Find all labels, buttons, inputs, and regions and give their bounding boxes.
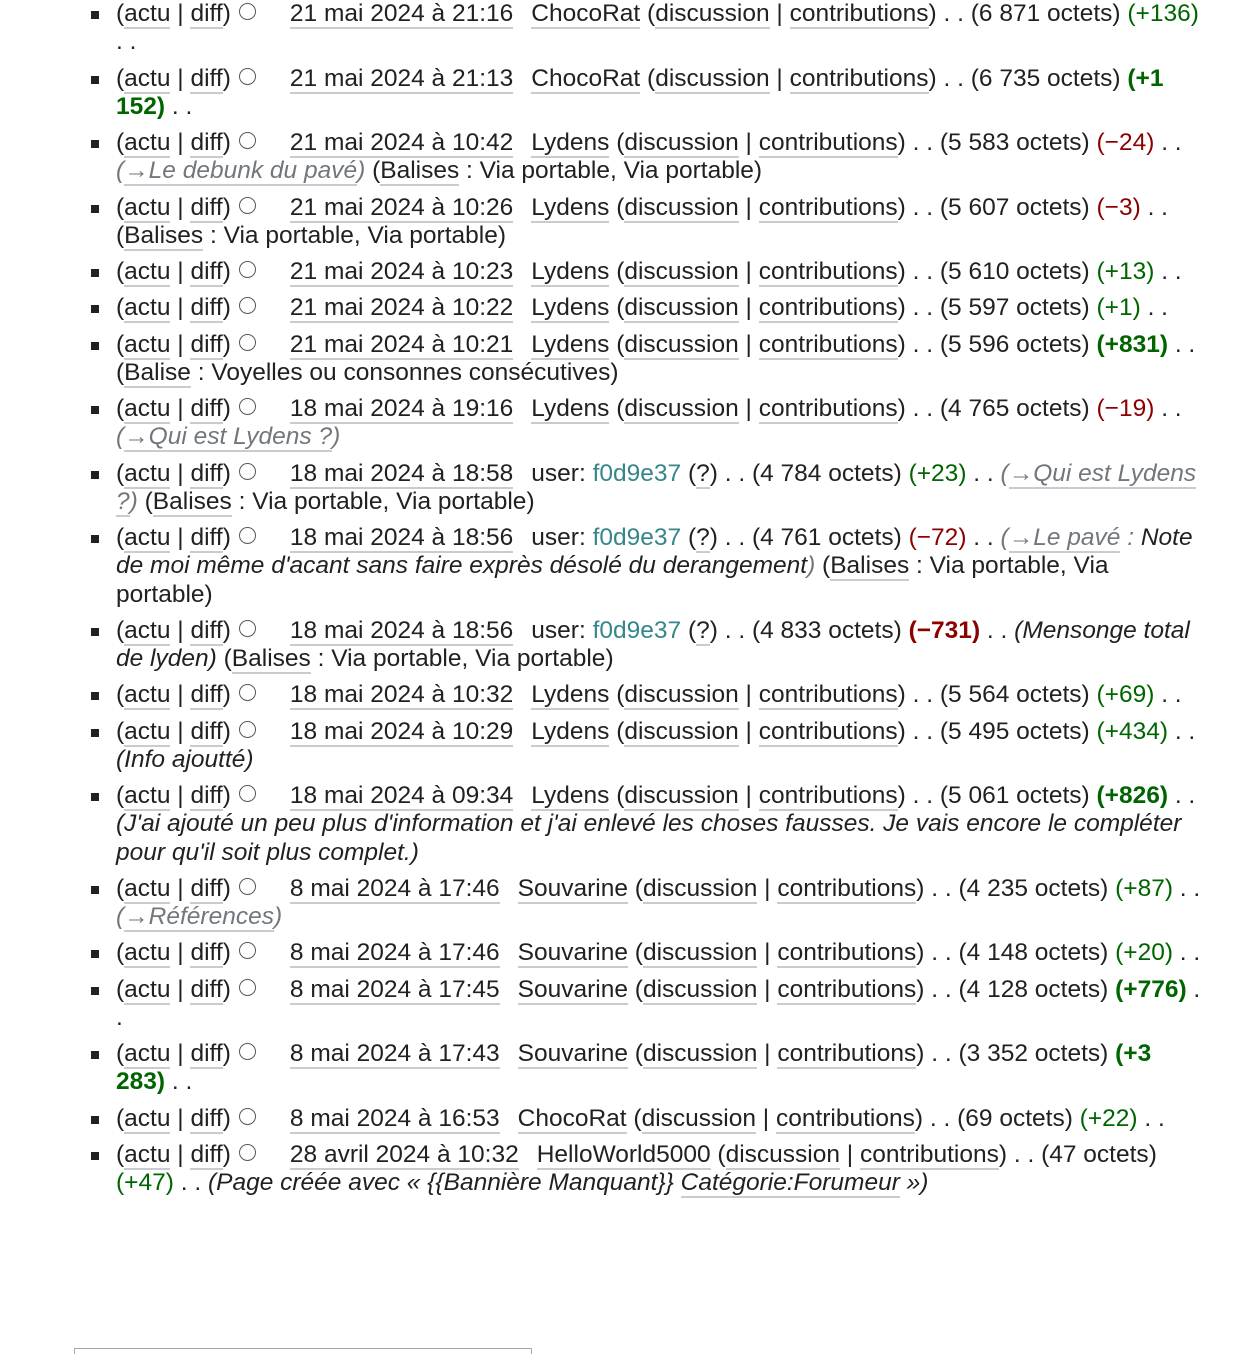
size-delta-value: +776: [1123, 975, 1179, 1003]
page-size: 5 596 octets: [948, 330, 1082, 358]
edit-summary: (J'ai ajouté un peu plus d'information et j'ai enlevé les choses fausses. Je vais encore le compléter pour qu'il soit plus complet.): [116, 810, 1182, 866]
diff-link[interactable]: diff: [190, 193, 223, 221]
user-link[interactable]: Lydens: [531, 717, 610, 745]
actu-link[interactable]: actu: [124, 395, 171, 423]
compare-radio-button[interactable]: [239, 463, 256, 480]
section-link[interactable]: →Le debunk du pavé: [124, 157, 358, 185]
user-talk-link[interactable]: discussion: [642, 975, 758, 1003]
diff-link[interactable]: diff: [190, 294, 223, 322]
user-contributions-link[interactable]: contributions: [758, 717, 898, 745]
page-size: 4 833 octets: [760, 616, 894, 644]
size-delta: (+13): [1096, 258, 1155, 285]
actu-link[interactable]: actu: [124, 330, 171, 358]
user-link[interactable]: ChocoRat: [517, 1104, 627, 1132]
actu-link[interactable]: actu: [124, 64, 171, 92]
user-contributions-link[interactable]: contributions: [758, 193, 898, 221]
diff-link[interactable]: diff: [190, 1040, 223, 1068]
tag-value: Voyelles ou consonnes consécutives: [211, 358, 611, 386]
page-size: 4 235 octets: [966, 874, 1101, 902]
size-delta-value: +434: [1104, 717, 1160, 745]
user-contributions-link[interactable]: contributions: [789, 0, 929, 27]
actu-link[interactable]: actu: [124, 939, 171, 967]
section-name: Références: [148, 903, 274, 930]
user-contributions-link[interactable]: contributions: [758, 294, 898, 322]
user-talk-link[interactable]: discussion: [655, 64, 770, 92]
tags-list: Via portable, Via portable: [223, 221, 498, 249]
page-size: 4 784 octets: [760, 459, 894, 487]
edit-summary-text: Mensonge total de lyden: [116, 616, 1190, 672]
size-delta-value: +826: [1104, 782, 1160, 810]
revision-row: (actu | diff) 21 mai 2024 à 21:16 ChocoRat (discussion | contributions) . . (6 871 octets) (+136) . .: [116, 0, 1201, 56]
tags-link[interactable]: Balises: [231, 645, 311, 672]
revision-date-link[interactable]: 18 mai 2024 à 09:34: [289, 782, 514, 810]
revision-date-link[interactable]: 18 mai 2024 à 19:16: [289, 395, 514, 423]
diff-link[interactable]: diff: [190, 524, 223, 552]
tags-link[interactable]: Balises: [124, 221, 204, 249]
user-contributions-link[interactable]: contributions: [758, 681, 898, 709]
size-delta-value: −3: [1104, 193, 1133, 221]
compare-radio-button[interactable]: [239, 261, 256, 278]
anonymous-help-link[interactable]: ?: [696, 616, 710, 644]
diff-link[interactable]: diff: [190, 1104, 223, 1132]
anonymous-help-link[interactable]: ?: [696, 459, 710, 487]
compare-radio-button[interactable]: [239, 1043, 256, 1060]
revision-date-link[interactable]: 18 mai 2024 à 10:32: [289, 681, 514, 709]
user-talk-link[interactable]: discussion: [641, 1104, 756, 1132]
user-talk-link[interactable]: discussion: [725, 1140, 840, 1168]
size-delta: (+434): [1096, 717, 1169, 745]
size-delta: (+136): [1127, 0, 1199, 27]
size-delta-value: +1 152: [116, 64, 1164, 120]
actu-link[interactable]: actu: [124, 1040, 171, 1068]
actu-link[interactable]: actu: [124, 258, 171, 285]
user-talk-link[interactable]: discussion: [624, 129, 739, 156]
user-link[interactable]: Lydens: [531, 782, 610, 810]
revision-row: (actu | diff) 8 mai 2024 à 17:46 Souvarine (discussion | contributions) . . (4 148 octets) (+20) . .: [116, 939, 1201, 967]
diff-link[interactable]: diff: [190, 129, 223, 156]
revision-row: (actu | diff) 28 avril 2024 à 10:32 HelloWorld5000 (discussion | contributions) . . (47 octets) (+47) . . (Page créée avec « {{Bannière Manquant}} Catégorie:Forumeur »): [116, 1141, 1201, 1197]
actu-link[interactable]: actu: [124, 524, 171, 552]
compare-radio-button[interactable]: [239, 684, 256, 701]
user-talk-link[interactable]: discussion: [624, 681, 739, 709]
user-link[interactable]: Lydens: [531, 258, 610, 285]
revision-row: (actu | diff) 21 mai 2024 à 21:13 ChocoRat (discussion | contributions) . . (6 735 octets) (+1 152) . .: [116, 65, 1201, 121]
page-size: 69 octets: [965, 1104, 1065, 1132]
user-contributions-link[interactable]: contributions: [859, 1140, 999, 1168]
revision-row: (actu | diff) 8 mai 2024 à 17:46 Souvarine (discussion | contributions) . . (4 235 octets) (+87) . . (→Références): [116, 874, 1201, 930]
user-prefix-label: user:: [531, 459, 586, 487]
page-size: 6 735 octets: [978, 64, 1113, 92]
page-size: 5 597 octets: [948, 294, 1082, 322]
size-delta-value: +13: [1104, 258, 1147, 285]
section-link[interactable]: →Références: [124, 903, 274, 930]
size-delta: (+69): [1096, 681, 1155, 709]
user-contributions-link[interactable]: contributions: [777, 874, 917, 902]
user-link[interactable]: Souvarine: [517, 939, 628, 967]
section-name: Le debunk du pavé: [148, 157, 358, 185]
compare-radio-button[interactable]: [239, 878, 256, 895]
revision-row: (actu | diff) 8 mai 2024 à 17:45 Souvarine (discussion | contributions) . . (4 128 octets) (+776) . .: [116, 975, 1201, 1031]
compare-radio-button[interactable]: [239, 979, 256, 996]
anonymous-user-link[interactable]: f0d9e37: [592, 616, 682, 644]
compare-radio-button[interactable]: [239, 3, 256, 20]
section-summary: (→Le debunk du pavé): [116, 157, 366, 185]
revision-date-link[interactable]: 21 mai 2024 à 10:22: [289, 294, 514, 322]
user-contributions-link[interactable]: contributions: [758, 395, 898, 423]
page-size: 4 148 octets: [966, 939, 1101, 967]
compare-radio-button[interactable]: [239, 334, 256, 351]
section-link[interactable]: →Qui est Lydens ?: [116, 459, 1197, 515]
user-prefix-label: user:: [531, 524, 586, 552]
user-talk-link[interactable]: discussion: [624, 717, 739, 745]
actu-link[interactable]: actu: [124, 1104, 171, 1132]
revision-date-link[interactable]: 18 mai 2024 à 18:58: [289, 459, 514, 487]
size-delta-value: −24: [1104, 129, 1147, 156]
user-link[interactable]: Souvarine: [517, 1040, 628, 1068]
actu-link[interactable]: actu: [124, 1140, 171, 1168]
section-link[interactable]: →Qui est Lydens ?: [124, 423, 333, 451]
size-delta: (−19): [1096, 395, 1155, 423]
diff-link[interactable]: diff: [190, 939, 223, 967]
size-delta: (+826): [1096, 782, 1169, 810]
compare-radio-button[interactable]: [239, 197, 256, 214]
size-delta: (−24): [1096, 129, 1155, 156]
revision-row: (actu | diff) 18 mai 2024 à 19:16 Lydens (discussion | contributions) . . (4 765 octets) (−19) . . (→Qui est Lydens ?): [116, 395, 1201, 451]
edit-summary-text: Info ajoutté: [124, 745, 246, 773]
size-delta: (+1 152): [116, 64, 1164, 120]
size-delta: (+23): [908, 459, 967, 487]
size-delta-value: +87: [1123, 874, 1165, 902]
actu-link[interactable]: actu: [124, 681, 171, 709]
revision-date-link[interactable]: 8 mai 2024 à 17:46: [289, 874, 500, 902]
user-talk-link[interactable]: discussion: [642, 874, 758, 902]
edit-summary: (Page créée avec « {{Bannière Manquant}} Catégorie:Forumeur »): [207, 1169, 929, 1197]
revision-row: (actu | diff) 18 mai 2024 à 18:56 user: f0d9e37 (?) . . (4 833 octets) (−731) . . (Mensonge total de lyden) (Balises : Via portable, Via portable): [116, 617, 1201, 673]
compare-radio-button[interactable]: [239, 1144, 256, 1161]
user-talk-link[interactable]: discussion: [624, 330, 739, 358]
user-talk-link[interactable]: discussion: [624, 294, 739, 322]
page-size: 3 352 octets: [966, 1040, 1101, 1068]
tags-list: Via portable, Via portable: [116, 552, 1109, 608]
actu-link[interactable]: actu: [124, 193, 171, 221]
diff-link[interactable]: diff: [190, 330, 223, 358]
user-link[interactable]: Lydens: [531, 193, 610, 221]
page-size: 5 583 octets: [948, 129, 1082, 156]
revision-date-link[interactable]: 18 mai 2024 à 18:56: [289, 616, 514, 644]
size-delta-value: +20: [1123, 939, 1165, 967]
revision-date-link[interactable]: 18 mai 2024 à 18:56: [289, 524, 514, 552]
actu-link[interactable]: actu: [124, 129, 171, 156]
diff-link[interactable]: diff: [190, 975, 223, 1003]
revision-date-link[interactable]: 21 mai 2024 à 21:16: [289, 0, 514, 27]
user-contributions-link[interactable]: contributions: [777, 939, 917, 967]
revision-date-link[interactable]: 8 mai 2024 à 17:43: [289, 1040, 500, 1068]
page-size: 4 761 octets: [760, 524, 894, 552]
size-delta: (−731): [908, 616, 981, 644]
section-name: Qui est Lydens ?: [116, 459, 1197, 515]
size-delta-value: +1: [1104, 294, 1133, 322]
size-delta-value: +3 283: [116, 1040, 1152, 1096]
tags-link[interactable]: Balises: [152, 487, 232, 515]
revision-date-link[interactable]: 21 mai 2024 à 10:42: [289, 129, 514, 156]
user-talk-link[interactable]: discussion: [624, 258, 739, 285]
form-frame-edge: [74, 1348, 532, 1354]
diff-link[interactable]: diff: [190, 395, 223, 423]
diff-link[interactable]: diff: [190, 258, 223, 285]
size-delta: (+20): [1115, 939, 1173, 967]
size-delta: (+87): [1115, 874, 1173, 902]
revision-row: (actu | diff) 21 mai 2024 à 10:26 Lydens (discussion | contributions) . . (5 607 octets) (−3) . . (Balises : Via portable, Via portable): [116, 194, 1201, 250]
size-delta-value: −731: [916, 616, 972, 644]
anonymous-user-link[interactable]: f0d9e37: [592, 524, 682, 552]
revision-row: (actu | diff) 8 mai 2024 à 17:43 Souvarine (discussion | contributions) . . (3 352 octets) (+3 283) . .: [116, 1040, 1201, 1096]
compare-radio-button[interactable]: [239, 620, 256, 637]
size-delta: (+22): [1079, 1104, 1138, 1132]
section-summary: (→Qui est Lydens ?): [116, 423, 341, 451]
revision-date-link[interactable]: 21 mai 2024 à 21:13: [289, 64, 514, 92]
diff-link[interactable]: diff: [190, 64, 223, 92]
size-delta-value: +831: [1104, 330, 1160, 358]
tags-link[interactable]: Balises: [380, 157, 460, 185]
user-talk-link[interactable]: discussion: [624, 395, 739, 423]
compare-radio-button[interactable]: [239, 132, 256, 149]
user-contributions-link[interactable]: contributions: [775, 1104, 915, 1132]
section-link[interactable]: →Le pavé: [1008, 524, 1121, 552]
actu-link[interactable]: actu: [124, 294, 171, 322]
diff-link[interactable]: diff: [190, 459, 223, 487]
edit-summary-text: J'ai ajouté un peu plus d'information et j'ai enlevé les choses fausses. Je vais encore le compléter pour qu'il soit plus complet.: [116, 810, 1182, 866]
size-delta-value: +23: [916, 459, 959, 487]
diff-link[interactable]: diff: [190, 1140, 223, 1168]
actu-link[interactable]: actu: [124, 782, 171, 810]
revision-date-link[interactable]: 28 avril 2024 à 10:32: [289, 1140, 519, 1168]
size-delta: (+47): [116, 1169, 174, 1197]
tag-link[interactable]: Balise: [124, 358, 191, 386]
diff-link[interactable]: diff: [190, 717, 223, 745]
size-delta: (−72): [908, 524, 967, 552]
tags-link[interactable]: Balises: [830, 552, 910, 580]
size-delta: (+831): [1096, 330, 1169, 358]
anonymous-user-link[interactable]: f0d9e37: [592, 459, 682, 487]
tags-list: Via portable, Via portable: [479, 157, 754, 185]
user-talk-link[interactable]: discussion: [624, 193, 739, 221]
size-delta-value: −19: [1104, 395, 1147, 423]
user-contributions-link[interactable]: contributions: [758, 782, 898, 810]
user-contributions-link[interactable]: contributions: [758, 330, 898, 358]
size-delta-value: −72: [916, 524, 959, 552]
compare-radio-button[interactable]: [239, 297, 256, 314]
section-name: Qui est Lydens ?: [148, 423, 333, 451]
user-link[interactable]: ChocoRat: [531, 64, 641, 92]
user-link[interactable]: Lydens: [531, 681, 610, 709]
compare-radio-button[interactable]: [239, 527, 256, 544]
revision-row: (actu | diff) 18 mai 2024 à 10:32 Lydens (discussion | contributions) . . (5 564 octets) (+69) . .: [116, 681, 1201, 709]
page-size: 4 765 octets: [948, 395, 1082, 423]
actu-link[interactable]: actu: [124, 616, 171, 644]
revision-row: (actu | diff) 18 mai 2024 à 18:56 user: f0d9e37 (?) . . (4 761 octets) (−72) . . (→Le pavé : Note de moi même d'acant sans faire exprès désolé du derangement) (Balises : Via portable, Via portable): [116, 524, 1201, 609]
section-name: Le pavé: [1033, 524, 1121, 552]
actu-link[interactable]: actu: [124, 975, 171, 1003]
revision-date-link[interactable]: 21 mai 2024 à 10:23: [289, 258, 514, 285]
revision-row: (actu | diff) 21 mai 2024 à 10:22 Lydens (discussion | contributions) . . (5 597 octets) (+1) . .: [116, 294, 1201, 322]
edit-summary: (Mensonge total de lyden): [116, 616, 1190, 672]
category-link[interactable]: Catégorie:Forumeur: [680, 1169, 900, 1197]
page-size: 5 061 octets: [948, 782, 1082, 810]
page-size: 47 octets: [1049, 1140, 1149, 1168]
section-summary: (→Qui est Lydens ?): [116, 459, 1197, 515]
diff-link[interactable]: diff: [190, 681, 223, 709]
page-size: 5 564 octets: [948, 681, 1082, 709]
actu-link[interactable]: actu: [124, 0, 171, 27]
page-size: 4 128 octets: [966, 975, 1101, 1003]
compare-radio-button[interactable]: [239, 785, 256, 802]
user-link[interactable]: Lydens: [531, 330, 610, 358]
user-link[interactable]: Lydens: [531, 294, 610, 322]
user-talk-link[interactable]: discussion: [642, 939, 758, 967]
user-link[interactable]: Souvarine: [517, 874, 628, 902]
user-talk-link[interactable]: discussion: [655, 0, 770, 27]
creation-summary-text: Page créée avec « {{Bannière Manquant}}: [216, 1169, 681, 1197]
anonymous-help-link[interactable]: ?: [696, 524, 710, 552]
size-delta-value: +69: [1104, 681, 1147, 709]
page-size: 5 495 octets: [948, 717, 1082, 745]
user-link[interactable]: ChocoRat: [531, 0, 641, 27]
size-delta-value: +22: [1087, 1104, 1130, 1132]
user-link[interactable]: Lydens: [531, 395, 610, 423]
size-delta: (−3): [1096, 193, 1141, 221]
revision-date-link[interactable]: 18 mai 2024 à 10:29: [289, 717, 514, 745]
user-contributions-link[interactable]: contributions: [758, 129, 898, 156]
user-link[interactable]: Lydens: [531, 129, 610, 156]
user-talk-link[interactable]: discussion: [624, 782, 739, 810]
edit-summary: Note de moi même d'acant sans faire exprès désolé du derangement: [116, 524, 1193, 580]
compare-radio-button[interactable]: [239, 721, 256, 738]
user-contributions-link[interactable]: contributions: [789, 64, 929, 92]
actu-link[interactable]: actu: [124, 874, 171, 902]
tags-list: Via portable, Via portable: [252, 487, 527, 515]
size-delta-value: +47: [124, 1169, 166, 1197]
revision-date-link[interactable]: 8 mai 2024 à 16:53: [289, 1104, 500, 1132]
page-size: 5 610 octets: [948, 258, 1082, 285]
tags-list: Via portable, Via portable: [331, 645, 606, 672]
user-contributions-link[interactable]: contributions: [777, 975, 917, 1003]
revision-row: (actu | diff) 21 mai 2024 à 10:42 Lydens (discussion | contributions) . . (5 583 octets) (−24) . . (→Le debunk du pavé) (Balises : Via portable, Via portable): [116, 129, 1201, 185]
revision-row: (actu | diff) 21 mai 2024 à 10:21 Lydens (discussion | contributions) . . (5 596 octets) (+831) . . (Balise : Voyelles ou consonnes consécutives): [116, 331, 1201, 387]
compare-radio-button[interactable]: [239, 68, 256, 85]
revision-row: (actu | diff) 18 mai 2024 à 09:34 Lydens (discussion | contributions) . . (5 061 octets) (+826) . . (J'ai ajouté un peu plus d'information et j'ai enlevé les choses fausses. Je vais encore le compléter pour qu'il soit plus complet.): [116, 782, 1201, 867]
user-prefix-label: user:: [531, 616, 586, 644]
actu-link[interactable]: actu: [124, 459, 171, 487]
compare-radio-button[interactable]: [239, 1108, 256, 1125]
revision-row: (actu | diff) 21 mai 2024 à 10:23 Lydens (discussion | contributions) . . (5 610 octets) (+13) . .: [116, 258, 1201, 286]
page-size: 6 871 octets: [978, 0, 1113, 27]
compare-radio-button[interactable]: [239, 398, 256, 415]
revision-date-link[interactable]: 8 mai 2024 à 17:46: [289, 939, 500, 967]
size-delta-value: +136: [1135, 0, 1191, 27]
edit-summary: (Info ajoutté): [116, 745, 254, 773]
diff-link[interactable]: diff: [190, 874, 223, 902]
revision-row: (actu | diff) 18 mai 2024 à 10:29 Lydens (discussion | contributions) . . (5 495 octets) (+434) . . (Info ajoutté): [116, 718, 1201, 774]
user-contributions-link[interactable]: contributions: [777, 1040, 917, 1068]
diff-link[interactable]: diff: [190, 0, 223, 27]
user-link[interactable]: Souvarine: [517, 975, 628, 1003]
size-delta: (+3 283): [116, 1040, 1152, 1096]
user-talk-link[interactable]: discussion: [642, 1040, 758, 1068]
size-delta: (+1): [1096, 294, 1141, 322]
revision-date-link[interactable]: 21 mai 2024 à 10:26: [289, 193, 514, 221]
diff-link[interactable]: diff: [190, 616, 223, 644]
section-summary: (→Références): [116, 903, 283, 930]
revision-row: (actu | diff) 8 mai 2024 à 16:53 ChocoRat (discussion | contributions) . . (69 octets) (+22) . .: [116, 1105, 1201, 1133]
page-size: 5 607 octets: [948, 193, 1082, 221]
compare-radio-button[interactable]: [239, 942, 256, 959]
user-contributions-link[interactable]: contributions: [758, 258, 898, 285]
user-link[interactable]: HelloWorld5000: [536, 1140, 711, 1168]
revision-row: (actu | diff) 18 mai 2024 à 18:58 user: f0d9e37 (?) . . (4 784 octets) (+23) . . (→Qui est Lydens ?) (Balises : Via portable, Via portable): [116, 460, 1201, 516]
diff-link[interactable]: diff: [190, 782, 223, 810]
size-delta: (+776): [1115, 975, 1187, 1003]
revision-date-link[interactable]: 21 mai 2024 à 10:21: [289, 330, 514, 358]
revision-date-link[interactable]: 8 mai 2024 à 17:45: [289, 975, 500, 1003]
actu-link[interactable]: actu: [124, 717, 171, 745]
section-summary: (→Le pavé : Note de moi même d'acant sans faire exprès désolé du derangement): [116, 524, 1193, 580]
creation-summary-end: »: [899, 1169, 921, 1197]
